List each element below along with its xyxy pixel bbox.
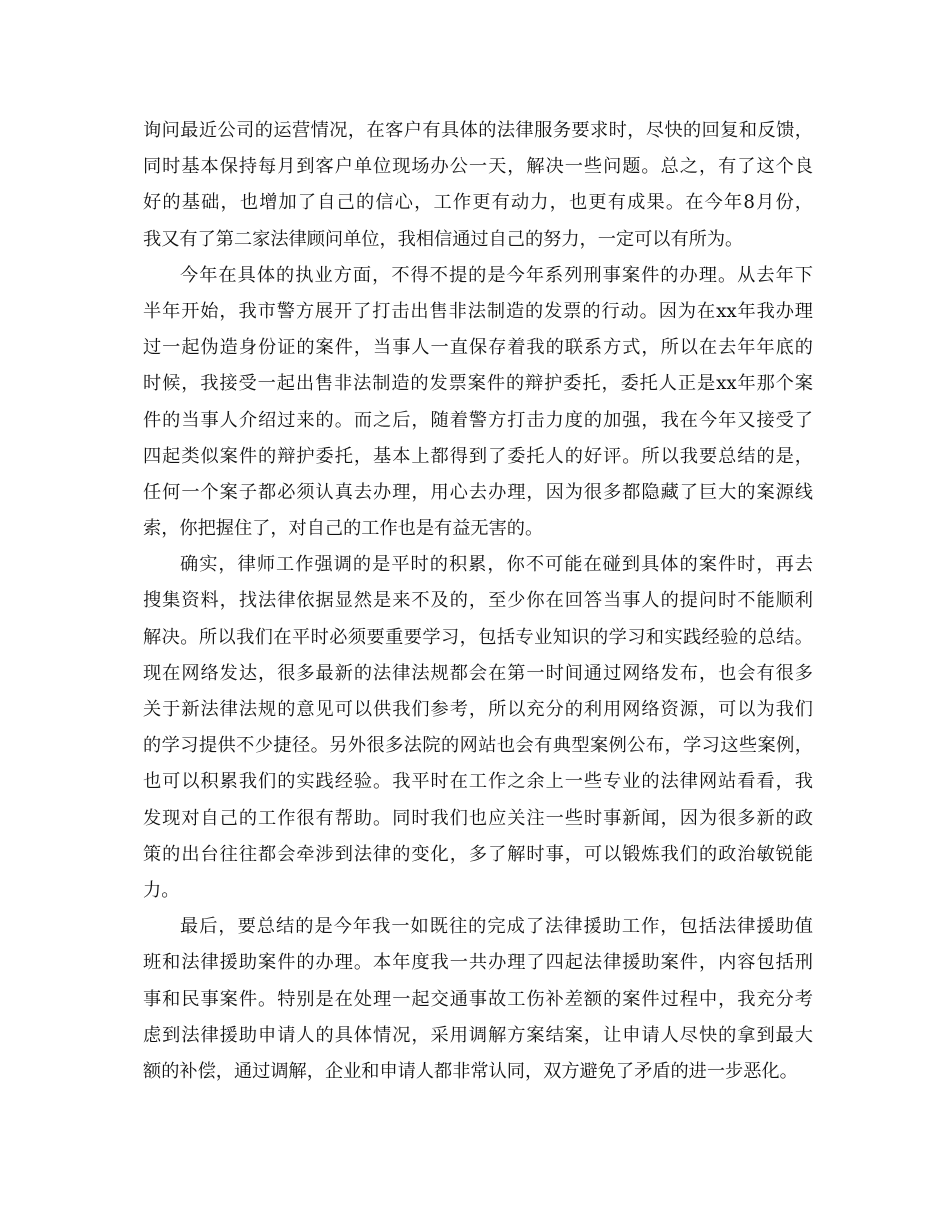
text-line: 关于新法律法规的意见可以供我们参考，所以充分的利用网络资源，可以为我们: [143, 699, 813, 720]
text-line: 确实，律师工作强调的是平时的积累，你不可能在碰到具体的案件时，再去: [180, 554, 813, 576]
text-line: 任何一个案子都必须认真去办理，用心去办理，因为很多都隐藏了巨大的案源线: [143, 481, 813, 503]
text-line: 策的出台往往都会牵涉到法律的变化，多了解时事，可以锻炼我们的政治敏锐能: [143, 843, 813, 865]
text-line: 解决。所以我们在平时必须要重要学习，包括专业知识的学习和实践经验的总结。: [143, 626, 813, 648]
text-line: 的学习提供不少捷径。另外很多法院的网站也会有典型案例公布，学习这些案例，: [143, 735, 813, 757]
text-line: 索，你把握住了，对自己的工作也是有益无害的。: [143, 518, 544, 540]
paragraph-1: [143, 113, 813, 258]
text-line: 最后，要总结的是今年我一如既往的完成了法律援助工作，包括法律援助值: [180, 916, 813, 938]
paragraph-3: [143, 547, 813, 909]
text-line: 半年开始，我市警方展开了打击出售非法制造的发票的行动。因为在xx年我办理: [143, 300, 813, 322]
text-line: 时候，我接受一起出售非法制造的发票案件的辩护委托，委托人正是xx年那个案: [143, 373, 813, 395]
text-line: 额的补偿，通过调解，企业和申请人都非常认同，双方避免了矛盾的进一步恶化。: [143, 1060, 798, 1082]
text-line: 力。: [143, 879, 180, 901]
text-line: 发现对自己的工作很有帮助。同时我们也应关注一些时事新闻，因为很多新的政: [143, 807, 813, 829]
text-line: 我又有了第二家法律顾问单位，我相信通过自己的努力，一定可以有所为。: [143, 228, 744, 250]
text-line: 事和民事案件。特别是在处理一起交通事故工伤补差额的案件过程中，我充分考: [143, 988, 813, 1010]
text-line: 好的基础，也增加了自己的信心，工作更有动力，也更有成果。在今年8月份，: [143, 192, 813, 214]
document-body: [143, 113, 813, 1090]
text-line: 件的当事人介绍过来的。而之后，随着警方打击力度的加强，我在今年又接受了: [143, 409, 813, 431]
text-line: 班和法律援助案件的办理。本年度我一共办理了四起法律援助案件，内容包括刑: [143, 952, 813, 974]
text-line: 现在网络发达，很多最新的法律法规都会在第一时间通过网络发布，也会有很多: [143, 662, 813, 684]
text-line: 今年在具体的执业方面，不得不提的是今年系列刑事案件的办理。从去年下: [180, 264, 813, 286]
paragraph-2: [143, 258, 813, 548]
text-line: 虑到法律援助申请人的具体情况，采用调解方案结案，让申请人尽快的拿到最大: [143, 1024, 813, 1046]
text-line: 询问最近公司的运营情况，在客户有具体的法律服务要求时，尽快的回复和反馈，: [143, 120, 813, 141]
text-line: 同时基本保持每月到客户单位现场办公一天，解决一些问题。总之，有了这个良: [143, 156, 813, 178]
text-line: 也可以积累我们的实践经验。我平时在工作之余上一些专业的法律网站看看，我: [143, 771, 813, 793]
text-line: 搜集资料，找法律依据显然是来不及的，至少你在回答当事人的提问时不能顺利: [143, 590, 813, 612]
text-line: 四起类似案件的辩护委托，基本上都得到了委托人的好评。所以我要总结的是，: [143, 445, 813, 467]
text-line: 过一起伪造身份证的案件，当事人一直保存着我的联系方式，所以在去年年底的: [143, 337, 813, 359]
paragraph-4: [143, 909, 813, 1090]
